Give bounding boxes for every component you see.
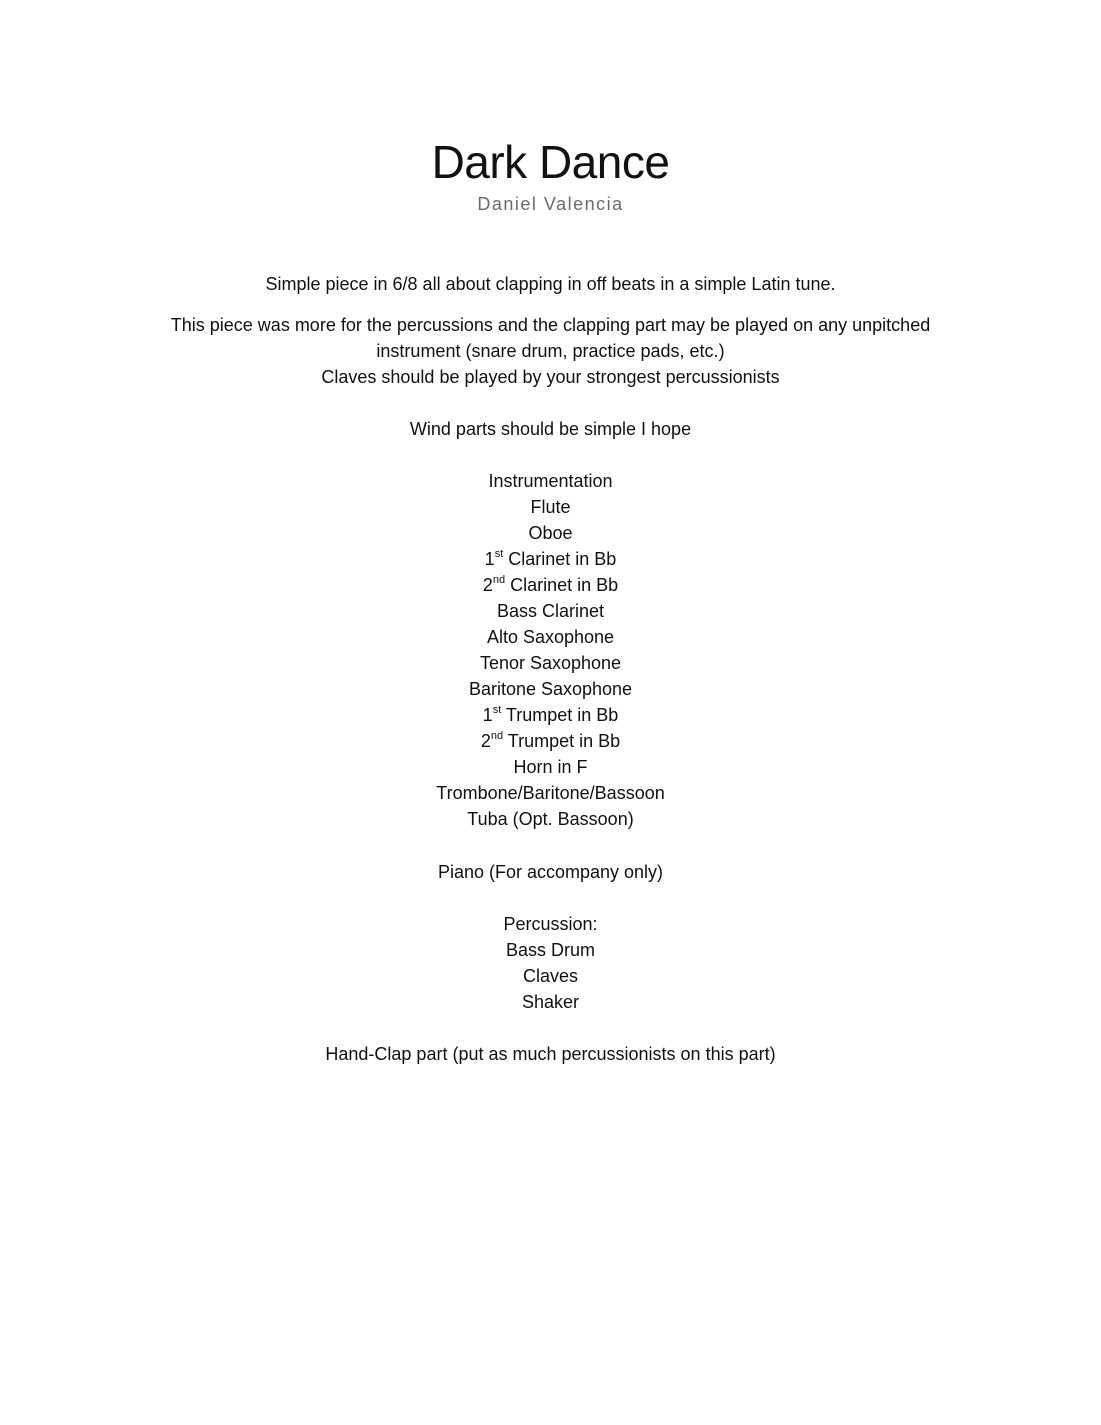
wind-note-text: Wind parts should be simple I hope bbox=[409, 419, 692, 439]
instrument-item bbox=[160, 598, 941, 624]
percussion-list bbox=[160, 911, 941, 1015]
instrument-name: Flute bbox=[530, 497, 571, 517]
hand-clap-note-text: Hand-Clap part (put as much percussionists on this part) bbox=[325, 1044, 776, 1064]
instrument-name: Bass Clarinet bbox=[496, 601, 605, 621]
wind-note bbox=[160, 416, 941, 442]
document-author: Daniel Valencia bbox=[477, 194, 624, 214]
instrument-name: Oboe bbox=[528, 523, 573, 543]
instrument-item bbox=[160, 494, 941, 520]
piano-note bbox=[160, 859, 941, 885]
intro-note bbox=[160, 271, 941, 297]
instrument-item bbox=[160, 572, 941, 598]
document-title: Dark Dance bbox=[431, 136, 670, 188]
instrument-ordinal: 1 bbox=[484, 549, 495, 569]
instrument-item bbox=[160, 650, 941, 676]
instrument-item bbox=[160, 546, 941, 572]
instrument-name: Baritone Saxophone bbox=[468, 679, 633, 699]
instrument-name: Clarinet in Bb bbox=[503, 549, 617, 569]
instrument-ordinal: 2 bbox=[482, 575, 493, 595]
percussion-note bbox=[160, 312, 941, 390]
instrument-item bbox=[160, 520, 941, 546]
instrument-name: Trumpet in Bb bbox=[503, 731, 621, 751]
instrument-name: Trombone/Baritone/Bassoon bbox=[436, 783, 665, 803]
intro-note-text: Simple piece in 6/8 all about clapping in off beats in a simple Latin tune. bbox=[265, 274, 836, 294]
instrument-name: Alto Saxophone bbox=[486, 627, 615, 647]
hand-clap-note bbox=[160, 1041, 941, 1067]
percussion-item: Claves bbox=[522, 966, 579, 986]
instrument-name: Horn in F bbox=[513, 757, 588, 777]
percussion-item: Shaker bbox=[521, 992, 580, 1012]
instrument-ordinal-suffix: nd bbox=[490, 730, 504, 742]
instrumentation-heading: Instrumentation bbox=[488, 471, 613, 491]
instrument-ordinal: 2 bbox=[480, 731, 491, 751]
claves-note: Claves should be played by your strongest percussionists bbox=[321, 367, 780, 387]
instrumentation-items bbox=[160, 494, 941, 832]
instrument-ordinal: 1 bbox=[482, 705, 493, 725]
instrument-ordinal-suffix: st bbox=[494, 548, 504, 560]
instrument-item bbox=[160, 806, 941, 832]
instrument-name: Trumpet in Bb bbox=[501, 705, 619, 725]
percussion-item: Bass Drum bbox=[505, 940, 595, 960]
percussion-heading: Percussion: bbox=[503, 914, 598, 934]
instrumentation-list bbox=[160, 468, 941, 832]
instrument-item bbox=[160, 780, 941, 806]
percussion-note-line-1: This piece was more for the percussions and the clapping part may be played on any unpitched bbox=[170, 315, 931, 335]
instrument-name: Clarinet in Bb bbox=[505, 575, 619, 595]
instrument-ordinal-suffix: st bbox=[492, 704, 502, 716]
instrument-item bbox=[160, 728, 941, 754]
instrument-name: Tuba (Opt. Bassoon) bbox=[467, 809, 634, 829]
instrument-item bbox=[160, 676, 941, 702]
instrument-item bbox=[160, 702, 941, 728]
piano-note-text: Piano (For accompany only) bbox=[437, 862, 664, 882]
instrument-name: Tenor Saxophone bbox=[479, 653, 622, 673]
instrument-ordinal-suffix: nd bbox=[492, 574, 506, 586]
instrument-item bbox=[160, 754, 941, 780]
instrument-item bbox=[160, 624, 941, 650]
percussion-note-line-2: instrument (snare drum, practice pads, etc.) bbox=[376, 341, 725, 361]
